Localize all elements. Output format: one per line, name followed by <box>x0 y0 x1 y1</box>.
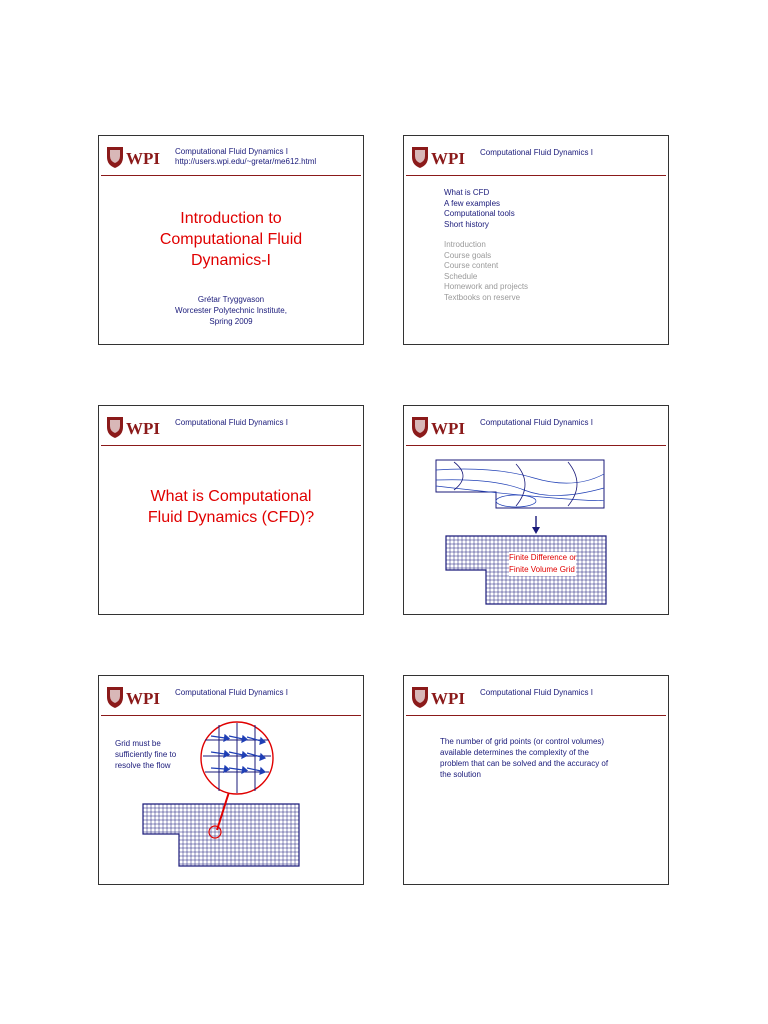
logo-text: WPI <box>126 419 160 438</box>
outline-item: Course content <box>444 261 499 270</box>
logo-text: WPI <box>126 689 160 708</box>
header-rule <box>101 175 361 176</box>
outline-item: Textbooks on reserve <box>444 292 521 302</box>
wpi-logo <box>104 683 168 710</box>
author-line: Worcester Polytechnic Institute, <box>175 306 287 315</box>
course-url[interactable]: http://users.wpi.edu/~gretar/me612.html <box>175 157 317 166</box>
slide-2 <box>403 135 669 345</box>
slide-header <box>99 676 363 716</box>
header-rule <box>101 445 361 446</box>
slide-6 <box>403 675 669 885</box>
slide-5 <box>98 675 364 885</box>
slide-1 <box>98 135 364 345</box>
title-line: Introduction to <box>180 210 282 227</box>
outline-item: Schedule <box>444 271 478 281</box>
outline-item: A few examples <box>444 198 501 208</box>
slide-paragraph: The number of grid points (or control volumes) available determines the complexity of the problem that can be solved and the accuracy of the solution <box>440 737 609 779</box>
outline-item: Short history <box>444 219 489 229</box>
course-title: Computational Fluid Dynamics I <box>480 688 593 697</box>
slide-header <box>99 136 363 176</box>
grid-note: Grid must be sufficiently fine to resolve the flow <box>115 739 177 770</box>
header-rule <box>406 445 666 446</box>
title-line: Fluid Dynamics (CFD)? <box>147 509 315 526</box>
title-line: What is Computational <box>150 488 312 505</box>
slide-title <box>99 208 363 271</box>
course-title: Computational Fluid Dynamics I <box>480 418 593 427</box>
grid-label <box>509 552 576 576</box>
slide-header <box>404 406 668 446</box>
wpi-logo <box>104 143 168 170</box>
course-title: Computational Fluid Dynamics I <box>175 147 288 156</box>
title-line: Dynamics-I <box>190 252 271 269</box>
zoom-inset <box>199 722 289 872</box>
outline-item: What is CFD <box>444 188 490 197</box>
logo-text: WPI <box>431 689 465 708</box>
wpi-logo <box>409 413 473 440</box>
wpi-logo <box>409 143 473 170</box>
author-block <box>99 294 363 327</box>
outline-item: Homework and projects <box>444 282 529 291</box>
wpi-logo <box>409 683 473 710</box>
outline-list <box>444 188 528 303</box>
outline-item: Course goals <box>444 250 492 260</box>
grid-label-line: Finite Difference or <box>509 553 577 562</box>
header-rule <box>406 715 666 716</box>
slide-header <box>404 676 668 716</box>
logo-text: WPI <box>126 149 160 168</box>
author-line: Grétar Tryggvason <box>197 295 265 304</box>
logo-text: WPI <box>431 419 465 438</box>
slide-title <box>99 486 363 528</box>
grid-label-line: Finite Volume Grid <box>509 565 575 574</box>
slide-3 <box>98 405 364 615</box>
slide-header <box>99 406 363 446</box>
author-line: Spring 2009 <box>209 317 253 326</box>
course-title: Computational Fluid Dynamics I <box>175 688 288 697</box>
outline-item: Computational tools <box>444 209 515 218</box>
down-arrow-icon <box>532 516 540 534</box>
slide-4 <box>403 405 669 615</box>
logo-text: WPI <box>431 149 465 168</box>
header-rule <box>101 715 361 716</box>
title-line: Computational Fluid <box>159 231 303 248</box>
course-title: Computational Fluid Dynamics I <box>175 418 288 427</box>
outline-item: Introduction <box>444 240 486 249</box>
wpi-logo <box>104 413 168 440</box>
slide-header <box>404 136 668 176</box>
header-rule <box>406 175 666 176</box>
course-title: Computational Fluid Dynamics I <box>480 148 593 157</box>
